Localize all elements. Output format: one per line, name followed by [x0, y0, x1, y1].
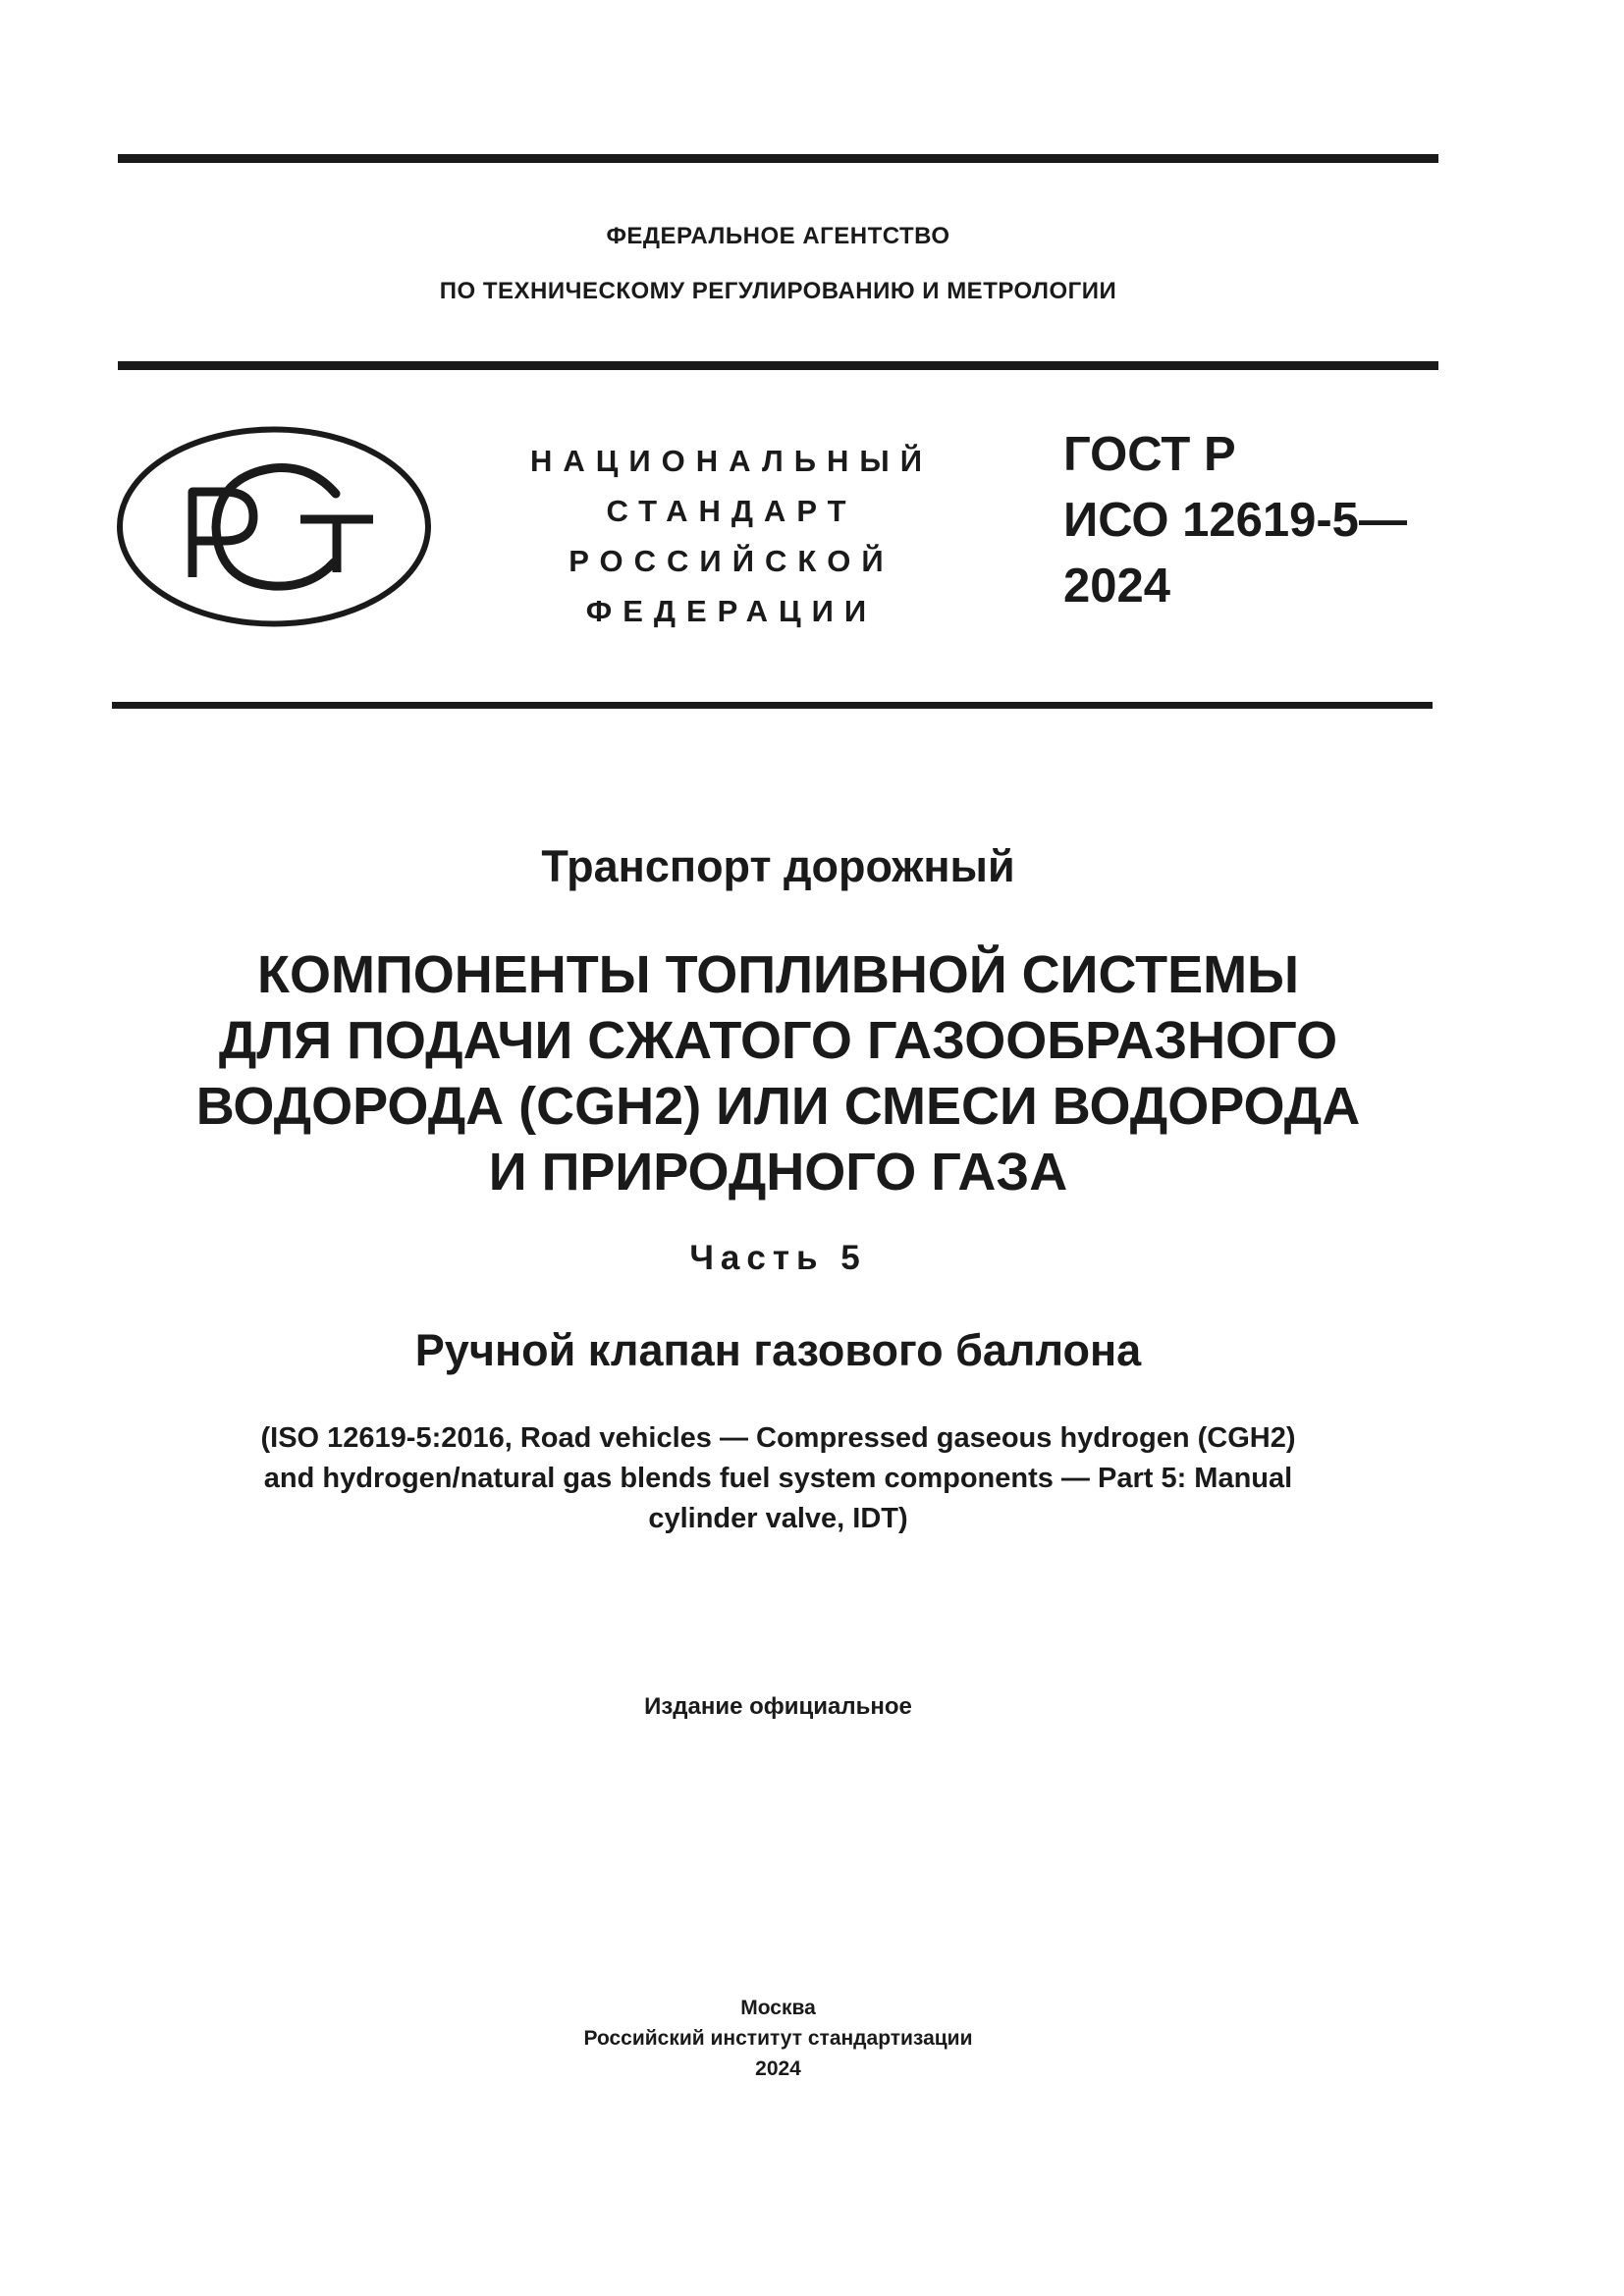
subject-heading: Транспорт дорожный [541, 841, 1015, 891]
part-number: Часть 5 [689, 1239, 867, 1277]
iso-reference [118, 1418, 1438, 1539]
main-title-line: ДЛЯ ПОДАЧИ СЖАТОГО ГАЗООБРАЗНОГО [218, 1011, 1338, 1070]
svg-text:РСТ: РСТ [116, 425, 118, 426]
edition-label: Издание официальное [644, 1693, 912, 1720]
designation-line: ГОСТ Р [1063, 428, 1236, 481]
national-standard-line: РОССИЙСКОЙ [568, 544, 894, 578]
agency-name-line-1: ФЕДЕРАЛЬНОЕ АГЕНТСТВО [606, 223, 950, 249]
rst-emblem-icon [116, 425, 432, 628]
main-title [118, 942, 1438, 1205]
standard-designation [1063, 422, 1407, 619]
iso-reference-line: and hydrogen/natural gas blends fuel system components — Part 5: Manual [263, 1463, 1293, 1494]
main-title-line: ВОДОРОДА (CGH2) ИЛИ СМЕСИ ВОДОРОДА [195, 1077, 1361, 1136]
imprint-city: Москва [740, 1997, 816, 2019]
main-title-line: КОМПОНЕНТЫ ТОПЛИВНОЙ СИСТЕМЫ [257, 945, 1299, 1004]
national-standard-line: СТАНДАРТ [606, 494, 857, 528]
iso-reference-line: cylinder valve, IDT) [648, 1503, 908, 1534]
national-standard-line: НАЦИОНАЛЬНЫЙ [529, 444, 934, 478]
national-standard-line: ФЕДЕРАЦИИ [585, 594, 878, 628]
agency-name-line-2: ПО ТЕХНИЧЕСКОМУ РЕГУЛИРОВАНИЮ И МЕТРОЛОГИИ [439, 278, 1117, 304]
national-standard-label [511, 436, 952, 636]
top-divider [118, 154, 1438, 163]
designation-line: ИСО 12619-5— [1063, 494, 1407, 547]
imprint-publisher: Российский институт стандартизации [583, 2027, 973, 2050]
iso-reference-line: (ISO 12619-5:2016, Road vehicles — Compressed gaseous hydrogen (CGH2) [260, 1422, 1296, 1454]
designation-line: 2024 [1063, 560, 1171, 613]
part-title: Ручной клапан газового баллона [414, 1325, 1142, 1375]
header-divider [118, 361, 1438, 370]
imprint-year: 2024 [755, 2057, 801, 2080]
main-title-line: И ПРИРОДНОГО ГАЗА [488, 1143, 1068, 1201]
imprint [118, 1993, 1438, 2084]
title-block-divider [112, 702, 1433, 709]
